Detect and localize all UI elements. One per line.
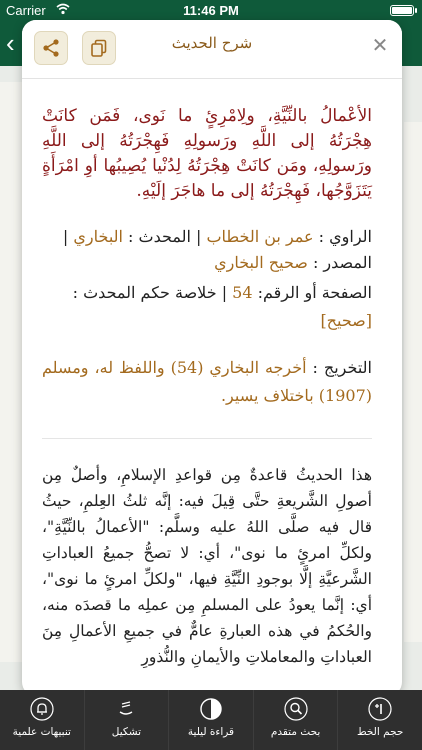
divider [42,438,372,439]
separator: | [62,227,74,246]
ruling-value: [صحيح] [320,311,372,330]
back-chevron-icon[interactable]: ‹ [6,28,15,58]
sheet-header [22,20,402,79]
night-mode-icon [199,697,223,721]
explanation-text: هذا الحديثُ قاعدةٌ مِن قواعدِ الإسلامِ، وأصلٌ مِن أصولِ الشَّريعةِ حتَّى قِيلَ فيه: إنَّه ثلثُ العِلمِ، حيثُ قال فيه صلَّى اللهُ عليه وسلَّم: "الأعمالُ بالنِّيَّةِ"، ولكلِّ امرئٍ ما نوى"، أي: لا تصحُّ جميعُ العباداتِ الشَّرعيَّةِ إلَّا بوجودِ النِّيَّةِ فيها، "ولكلِّ امرئٍ ما نوى"، أي: إنَّما يعودُ على المسلمِ مِن عملِه ما قصدَه منه، والحُكمُ في هذه العبارةِ عامٌّ في جميعِ الأعمالِ مِنَ العباداتِ والمعاملاتِ والأيمانِ والنُّذورِ [42,466,372,666]
bell-icon [30,697,54,721]
carrier-label: Carrier [6,3,46,18]
ruling-line [42,308,372,334]
harakat-icon [114,697,138,721]
narrator-value[interactable]: عمر بن الخطاب [206,227,314,246]
battery-tip [415,8,417,13]
background-panel-left [0,82,22,662]
search-icon [284,697,308,721]
toolbar-label: بحث متقدم [270,726,321,738]
font-size-icon [368,697,392,721]
status-bar [0,0,422,22]
toolbar-item-scholarly-alerts[interactable] [0,690,85,750]
muhaddith-value[interactable]: البخاري [73,227,123,246]
toolbar-item-advanced-search[interactable] [254,690,339,750]
hadith-explanation-sheet [22,20,402,696]
battery-icon [390,5,414,16]
source-line [42,250,372,276]
ruling-label: | خلاصة حكم المحدث : [72,283,233,302]
toolbar-item-night-reading[interactable] [169,690,254,750]
background-panel-right [404,122,422,642]
sheet-title: شرح الحديث [171,34,253,52]
sheet-content [22,78,402,696]
hadith-text: الأعْمالُ بالنِّيَّةِ، ولِامْرِئٍ ما نَوى، فَمَن كانَتْ هِجْرَتُهُ إلى اللَّهِ ورَسولِهِ فَهِجْرَتُهُ إلى اللَّهِ ورَسولِهِ، ومَن كانَتْ هِجْرَتُهُ لِدُنْيا يُصِيبُها أوِ امْرَأَةٍ يَتَزَوَّجُها، فَهِجْرَتُهُ إلى ما هاجَرَ إلَيْهِ. [42,106,372,201]
toolbar-label: تشكيل [111,726,141,738]
toolbar-item-diacritics[interactable] [85,690,170,750]
takhrij-value: أخرجه البخاري (54) واللفظ له، ومسلم (1907) باختلاف يسير. [42,358,372,405]
toolbar-label: تنبيهات علمية [12,726,71,738]
toolbar-label: قراءة ليلية [187,726,235,738]
clock: 11:46 PM [183,3,239,18]
page-label: الصفحة أو الرقم: [252,283,372,302]
takhrij [42,354,372,410]
page-line [42,280,372,306]
source-value[interactable]: صحيح البخاري [214,253,308,272]
toolbar-item-font-size[interactable] [338,690,422,750]
muhaddith-label: | المحدث : [122,227,207,246]
close-icon[interactable]: ✕ [371,35,389,57]
source-label: المصدر : [307,253,372,272]
narrator-line [42,224,372,250]
narrator-label: الراوي : [313,227,372,246]
toolbar-label: حجم الخط [356,726,404,738]
page-value: 54 [232,283,253,302]
takhrij-label: التخريج : [306,358,372,377]
bottom-toolbar [0,690,422,750]
